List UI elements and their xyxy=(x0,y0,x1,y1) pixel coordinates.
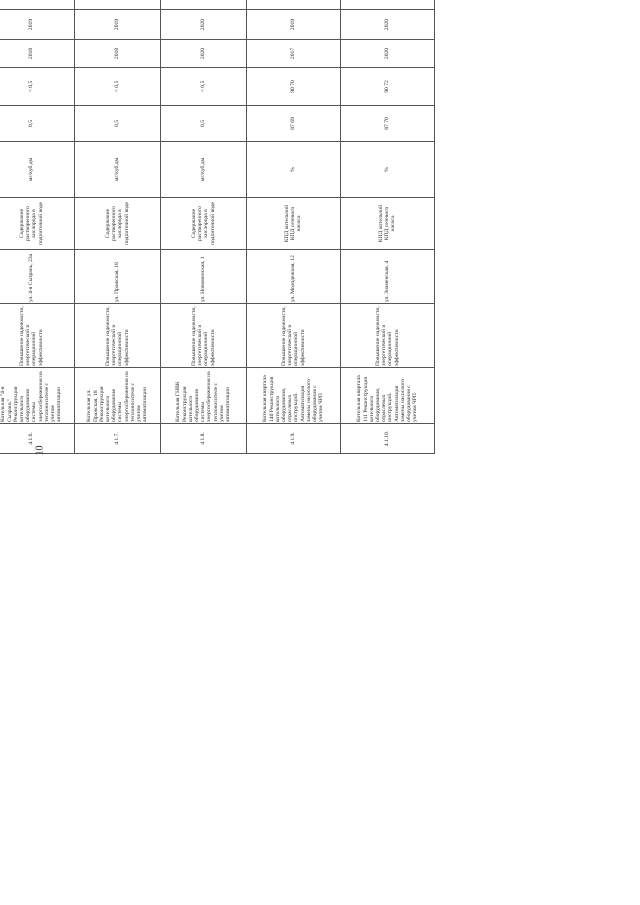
project-purpose: Повышение надежности, энергетической и операционной эффективности xyxy=(160,304,246,368)
start-year: 2020 xyxy=(160,40,246,68)
indicator: Содержание растворенного кислорода в подпиточной воде xyxy=(74,198,160,250)
row-number: 4.1.7. xyxy=(74,424,160,454)
unit: мг/куб.дм xyxy=(160,142,246,198)
value-after: < 0,5 xyxy=(74,68,160,106)
value-before: 0,5 xyxy=(0,106,74,142)
project-address: ул. 4-я Сызрань, 23а xyxy=(0,250,74,304)
indicator: Содержание растворенного кислорода в подпиточной воде xyxy=(160,198,246,250)
table-row xyxy=(0,0,74,454)
table-row xyxy=(340,0,434,454)
start-year: 2020 xyxy=(340,40,434,68)
project-name: Котельная "4-я Сызрань" Реконструкция котельного оборудования системы энергосбережения на теплоносителе с учетом автоматизации xyxy=(0,368,74,424)
indicator: КПД котельной КПД сетевого насоса xyxy=(246,198,340,250)
project-address: ул. Пражская, 18 xyxy=(74,250,160,304)
project-purpose: Повышение надежности, энергетической и операционной эффективности xyxy=(246,304,340,368)
project-address: ул. Молодежная, 12 xyxy=(246,250,340,304)
unit: мг/куб.дм xyxy=(0,142,74,198)
project-purpose: Повышение надежности, энергетической и операционной эффективности xyxy=(340,304,434,368)
project-name: Котельная квартала 140 Реконструкция котельного оборудования, отраслевых инструкций. Автоматизация замены насосного оборудования с учетом ЧРП xyxy=(246,368,340,424)
start-year: 2018 xyxy=(74,40,160,68)
indicator: КПД котельной КПД сетевого насоса xyxy=(340,198,434,250)
value-before: 0,5 xyxy=(74,106,160,142)
total-cost xyxy=(74,0,160,10)
table-row xyxy=(246,0,340,454)
page-number: 10 xyxy=(34,445,46,456)
value-after: < 0,5 xyxy=(0,68,74,106)
unit: % xyxy=(246,142,340,198)
start-year: 2017 xyxy=(246,40,340,68)
total-cost xyxy=(340,0,434,10)
value-after: < 0,5 xyxy=(160,68,246,106)
row-number: 4.1.9. xyxy=(246,424,340,454)
end-year: 2019 xyxy=(74,10,160,40)
row-number: 4.1.8. xyxy=(160,424,246,454)
end-year: 2019 xyxy=(246,10,340,40)
project-purpose: Повышение надежности, энергетической и операционной эффективности xyxy=(0,304,74,368)
project-address: ул. Новоминская, 1 xyxy=(160,250,246,304)
project-purpose: Повышение надежности, энергетической и операционной эффективности xyxy=(74,304,160,368)
end-year: 2019 xyxy=(0,10,74,40)
table-row xyxy=(160,0,246,454)
total-cost xyxy=(246,0,340,10)
end-year: 2020 xyxy=(160,10,246,40)
value-before: 0,5 xyxy=(160,106,246,142)
investment-table xyxy=(0,0,435,454)
rotated-table-container xyxy=(0,0,494,454)
project-name: Котельная ГНВК Реконструкция котельного оборудования системы энергосбережения на теплоносителе с учетом автоматизации xyxy=(160,368,246,424)
total-cost xyxy=(160,0,246,10)
unit: мг/куб.дм xyxy=(74,142,160,198)
table-row xyxy=(74,0,160,454)
end-year: 2020 xyxy=(340,10,434,40)
project-address: ул. Знаменская, 4 xyxy=(340,250,434,304)
value-before: 87 69 xyxy=(246,106,340,142)
row-number: 4.1.10. xyxy=(340,424,434,454)
total-cost xyxy=(0,0,74,10)
indicator: Содержание растворенного кислорода в подпиточной воде xyxy=(0,198,74,250)
project-name: Котельная ул. Пражская, 18 Реконструкция котельного оборудования системы энергосбережения на теплоносителе с учетом автоматизации xyxy=(74,368,160,424)
value-after: 90 70 xyxy=(246,68,340,106)
value-before: 87 70 xyxy=(340,106,434,142)
project-name: Котельная квартала 111 Реконструкция котельного оборудования, отраслевых инструкций. Автоматизация замены насосного оборудования с учетом ЧРП xyxy=(340,368,434,424)
row-number: 4.1.6. xyxy=(0,424,74,454)
value-after: 90 72 xyxy=(340,68,434,106)
unit: % xyxy=(340,142,434,198)
start-year: 2018 xyxy=(0,40,74,68)
